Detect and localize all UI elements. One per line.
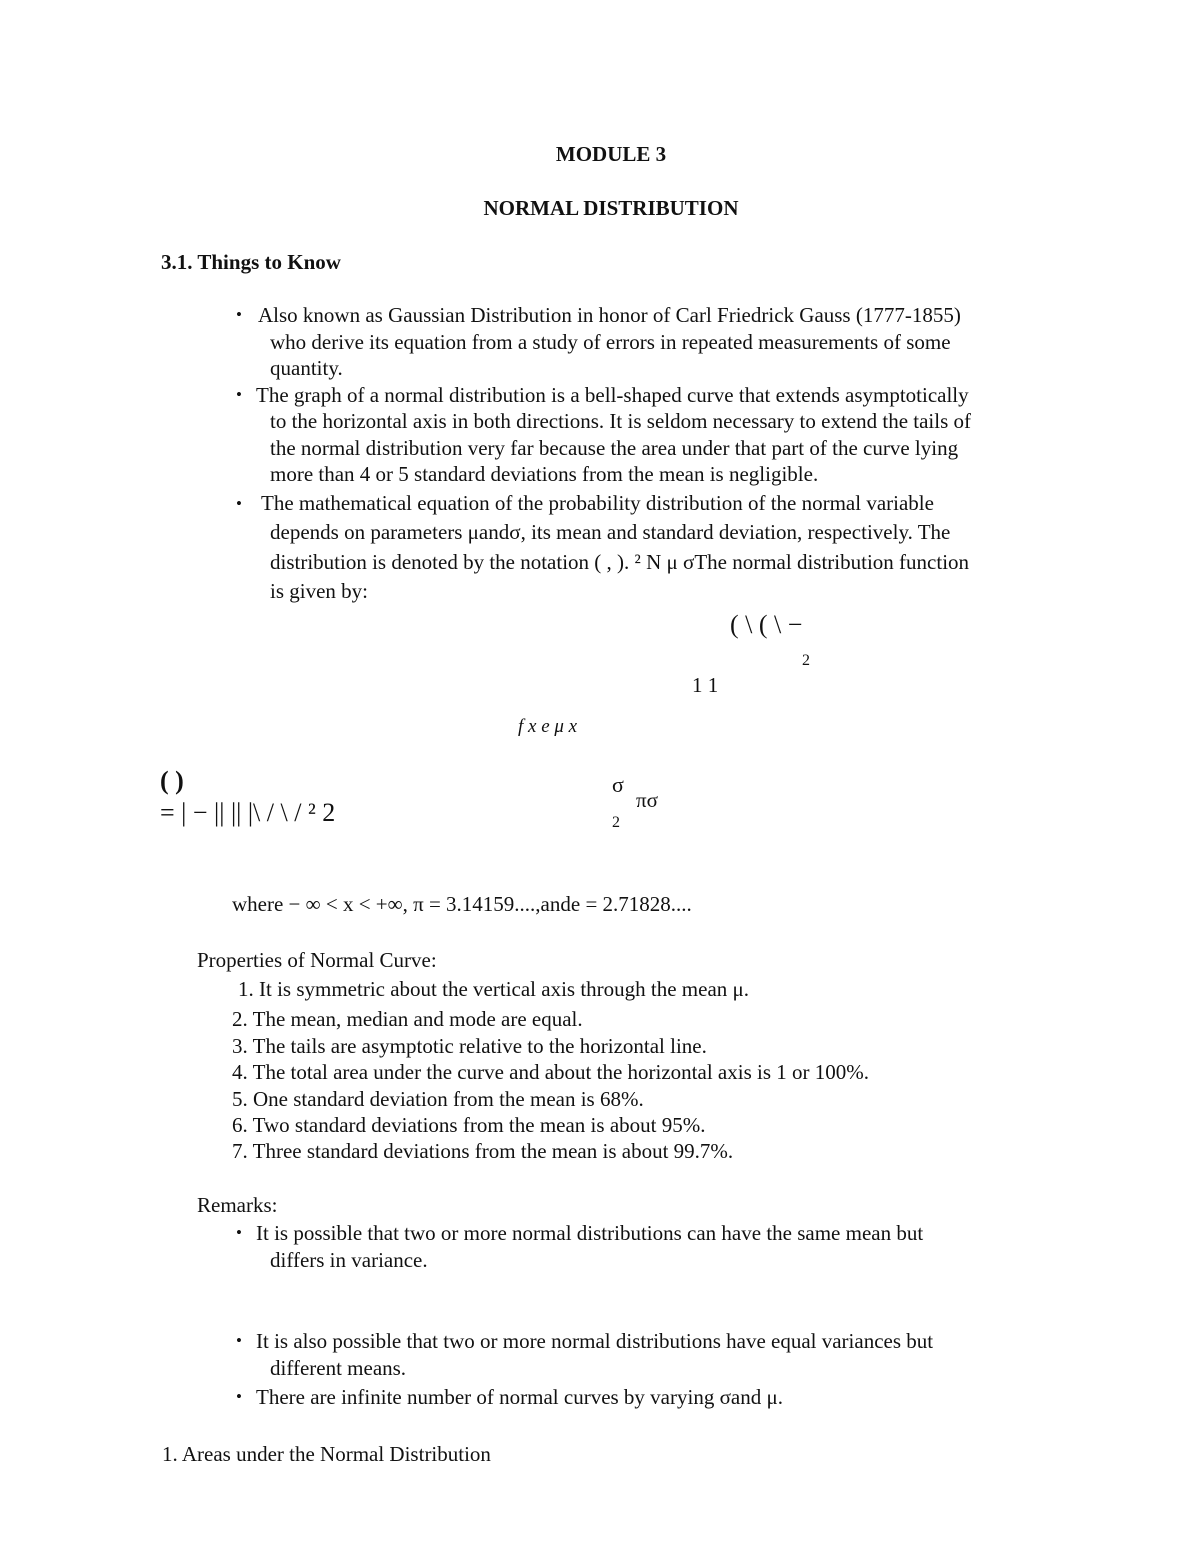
- bullet-icon: •: [236, 1223, 242, 1242]
- properties-heading: Properties of Normal Curve:: [197, 948, 437, 972]
- formula-parens-top: ( \ ( \ −: [730, 610, 803, 639]
- section-heading: 3.1. Things to Know: [161, 250, 341, 274]
- remark-line: It is possible that two or more normal distributions can have the same mean but: [256, 1221, 924, 1245]
- formula-sigma: σ: [612, 772, 624, 797]
- bullet-icon: •: [236, 1331, 242, 1350]
- bullet-icon: •: [236, 1387, 242, 1406]
- bullet-line: depends on parameters μandσ, its mean and standard deviation, respectively. The: [270, 520, 951, 544]
- remarks-heading: Remarks:: [197, 1193, 278, 1217]
- bullet-icon: •: [236, 493, 242, 513]
- formula-two: 2: [612, 814, 620, 831]
- list-item: 2. The mean, median and mode are equal.: [232, 1007, 583, 1032]
- formula-exponent: 2: [802, 652, 810, 669]
- properties-list: [232, 976, 869, 1165]
- remark-line: There are infinite number of normal curves by varying σand μ.: [256, 1385, 783, 1409]
- remark-item: [236, 1328, 933, 1381]
- formula-bars: = | − || || |\ / \ / ² 2: [160, 798, 336, 827]
- formula-fxe: f x e μ x: [518, 716, 578, 737]
- module-title: MODULE 3: [555, 142, 667, 166]
- remark-item: [236, 1384, 783, 1411]
- bullet-line: the normal distribution very far because the area under that part of the curve lying: [270, 435, 959, 460]
- where-line: where − ∞ < x < +∞, π = 3.14159....,ande = 2.71828....: [232, 892, 692, 916]
- remark-line: different means.: [270, 1355, 407, 1380]
- bullet-line: to the horizontal axis in both directions. It is seldom necessary to extend the tails of: [270, 409, 972, 433]
- bullet-line: The mathematical equation of the probability distribution of the normal variable: [261, 490, 934, 515]
- list-item: [236, 302, 1064, 382]
- list-item: 3. The tails are asymptotic relative to the horizontal line.: [232, 1033, 707, 1058]
- bullet-line: is given by:: [270, 579, 368, 603]
- list-item: [236, 489, 1064, 607]
- page-title: NORMAL DISTRIBUTION: [483, 196, 739, 220]
- formula-parens-left: ( ): [160, 766, 184, 795]
- remark-line: It is also possible that two or more normal distributions have equal variances but: [256, 1329, 934, 1353]
- bullet-icon: •: [236, 305, 242, 324]
- formula-pisigma: πσ: [636, 788, 658, 812]
- bullet-line: more than 4 or 5 standard deviations from the mean is negligible.: [270, 462, 819, 486]
- list-item: 6. Two standard deviations from the mean is about 95%.: [232, 1113, 706, 1138]
- list-item: [236, 382, 1064, 488]
- bullet-icon: •: [236, 384, 242, 404]
- bullet-line: Also known as Gaussian Distribution in honor of Carl Friedrick Gauss (1777-1855): [258, 303, 961, 327]
- things-to-know-list: [236, 302, 1064, 607]
- formula-ones: 1 1: [692, 673, 719, 697]
- list-item: 4. The total area under the curve and about the horizontal axis is 1 or 100%.: [232, 1060, 869, 1085]
- bullet-line: distribution is denoted by the notation ( , ). ² N μ σThe normal distribution function: [270, 549, 970, 574]
- list-item: 5. One standard deviation from the mean is 68%.: [232, 1086, 644, 1111]
- remark-item: [236, 1220, 923, 1273]
- bullet-line: The graph of a normal distribution is a bell-shaped curve that extends asymptotically: [256, 382, 969, 407]
- list-item: 7. Three standard deviations from the mean is about 99.7%.: [232, 1139, 734, 1164]
- bullet-line: quantity.: [270, 356, 343, 380]
- list-item: 1. It is symmetric about the vertical axis through the mean μ.: [238, 977, 750, 1001]
- bullet-line: who derive its equation from a study of errors in repeated measurements of some: [270, 329, 951, 354]
- remark-line: differs in variance.: [270, 1247, 428, 1272]
- areas-heading: 1. Areas under the Normal Distribution: [162, 1442, 491, 1466]
